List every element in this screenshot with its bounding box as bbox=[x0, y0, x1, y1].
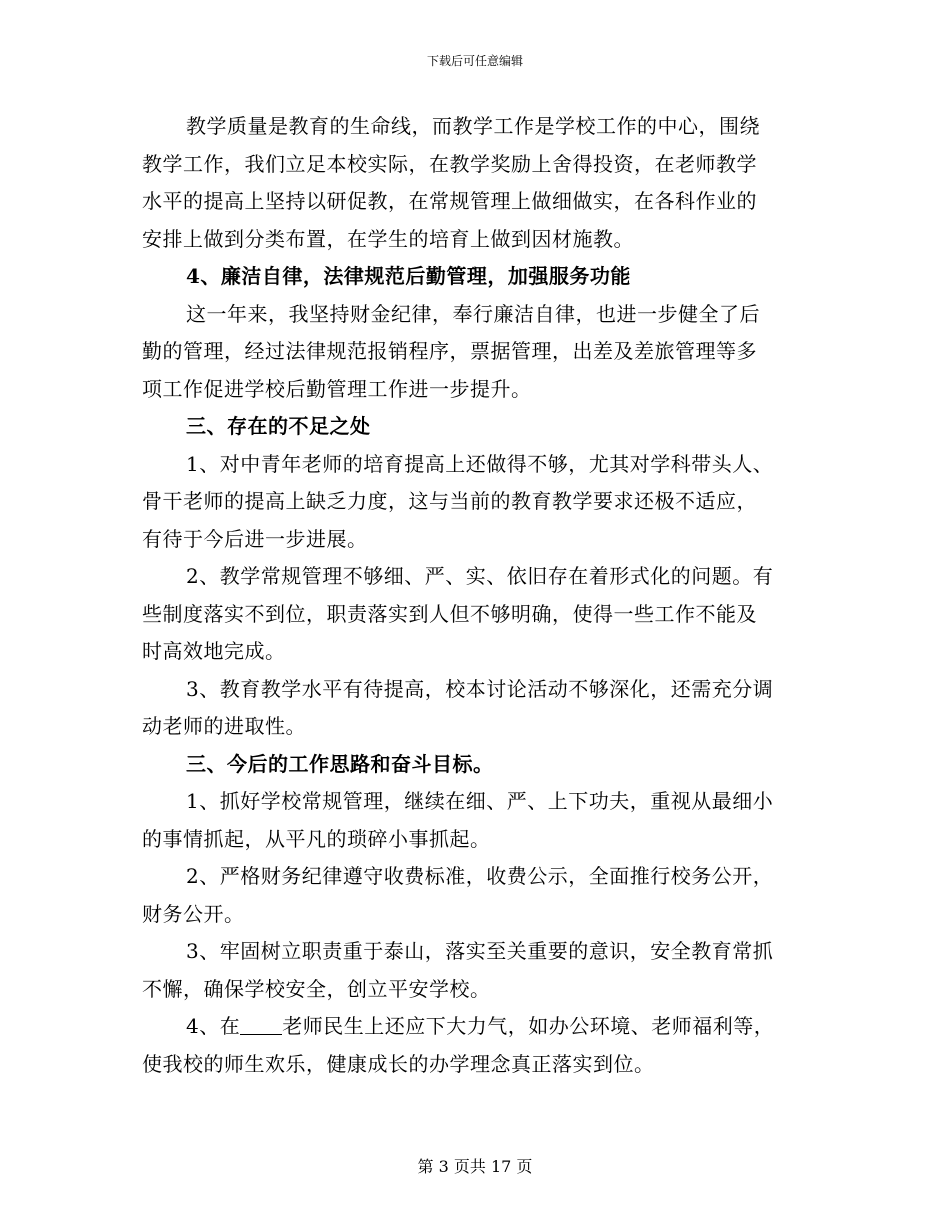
paragraph-line: 使我校的师生欢乐，健康成长的办学理念真正落实到位。 bbox=[142, 1051, 655, 1076]
line-rest: 老师民生上还应下大力气，如办公环境、老师福利等， bbox=[282, 1014, 775, 1038]
paragraph-line: 这一年来，我坚持财金纪律，奉行廉洁自律，也进一步健全了后 bbox=[186, 301, 760, 326]
paragraph-line: 不懈，确保学校安全，创立平安学校。 bbox=[142, 976, 491, 1001]
section-heading: 4、廉洁自律，法律规范后勤管理，加强服务功能 bbox=[186, 264, 631, 288]
paragraph-line: 勤的管理，经过法律规范报销程序，票据管理，出差及差旅管理等多 bbox=[142, 339, 757, 363]
paragraph-line: 项工作促进学校后勤管理工作进一步提升。 bbox=[142, 376, 532, 401]
section-heading: 三、今后的工作思路和奋斗目标。 bbox=[186, 751, 494, 776]
paragraph-line: 1、抓好学校常规管理，继续在细、严、上下功夫，重视从最细小 bbox=[186, 789, 774, 813]
paragraph-line: 动老师的进取性。 bbox=[142, 714, 306, 738]
paragraph-line: 时高效地完成。 bbox=[142, 639, 286, 663]
paragraph-line: 教学质量是教育的生命线，而教学工作是学校工作的中心，围绕 bbox=[186, 114, 760, 138]
paragraph-line: 骨干老师的提高上缺乏力度，这与当前的教育教学要求还极不适应， bbox=[142, 489, 757, 513]
section-heading: 三、存在的不足之处 bbox=[186, 414, 371, 438]
paragraph-line: 些制度落实不到位，职责落实到人但不够明确，使得一些工作不能及 bbox=[142, 601, 757, 626]
paragraph-line: 水平的提高上坚持以研促教，在常规管理上做细做实，在各科作业的 bbox=[142, 189, 757, 213]
paragraph-line: 2、教学常规管理不够细、严、实、依旧存在着形式化的问题。有 bbox=[186, 564, 774, 588]
paragraph-line: 教学工作，我们立足本校实际，在教学奖励上舍得投资，在老师教学 bbox=[142, 151, 757, 176]
paragraph-line: 安排上做到分类布置，在学生的培育上做到因材施教。 bbox=[142, 226, 634, 251]
page-number: 第 3 页共 17 页 bbox=[417, 1157, 533, 1176]
paragraph-line bbox=[142, 1008, 808, 1046]
document-body bbox=[142, 108, 808, 1083]
paragraph-line: 3、牢固树立职责重于泰山，落实至关重要的意识，安全教育常抓 bbox=[186, 939, 774, 963]
paragraph-line: 财务公开。 bbox=[142, 901, 245, 926]
paragraph-line: 1、对中青年老师的培育提高上还做得不够，尤其对学科带头人、 bbox=[186, 451, 774, 476]
paragraph-line: 3、教育教学水平有待提高，校本讨论活动不够深化，还需充分调 bbox=[186, 676, 774, 701]
paragraph-line: 的事情抓起，从平凡的琐碎小事抓起。 bbox=[142, 826, 491, 851]
blank-underline bbox=[240, 1014, 282, 1035]
paragraph-line: 2、严格财务纪律遵守收费标准，收费公示，全面推行校务公开， bbox=[186, 864, 774, 888]
line-start: 4、在 bbox=[186, 1014, 241, 1038]
paragraph-line: 有待于今后进一步进展。 bbox=[142, 526, 368, 551]
page-header: 下载后可任意编辑 bbox=[426, 54, 523, 68]
